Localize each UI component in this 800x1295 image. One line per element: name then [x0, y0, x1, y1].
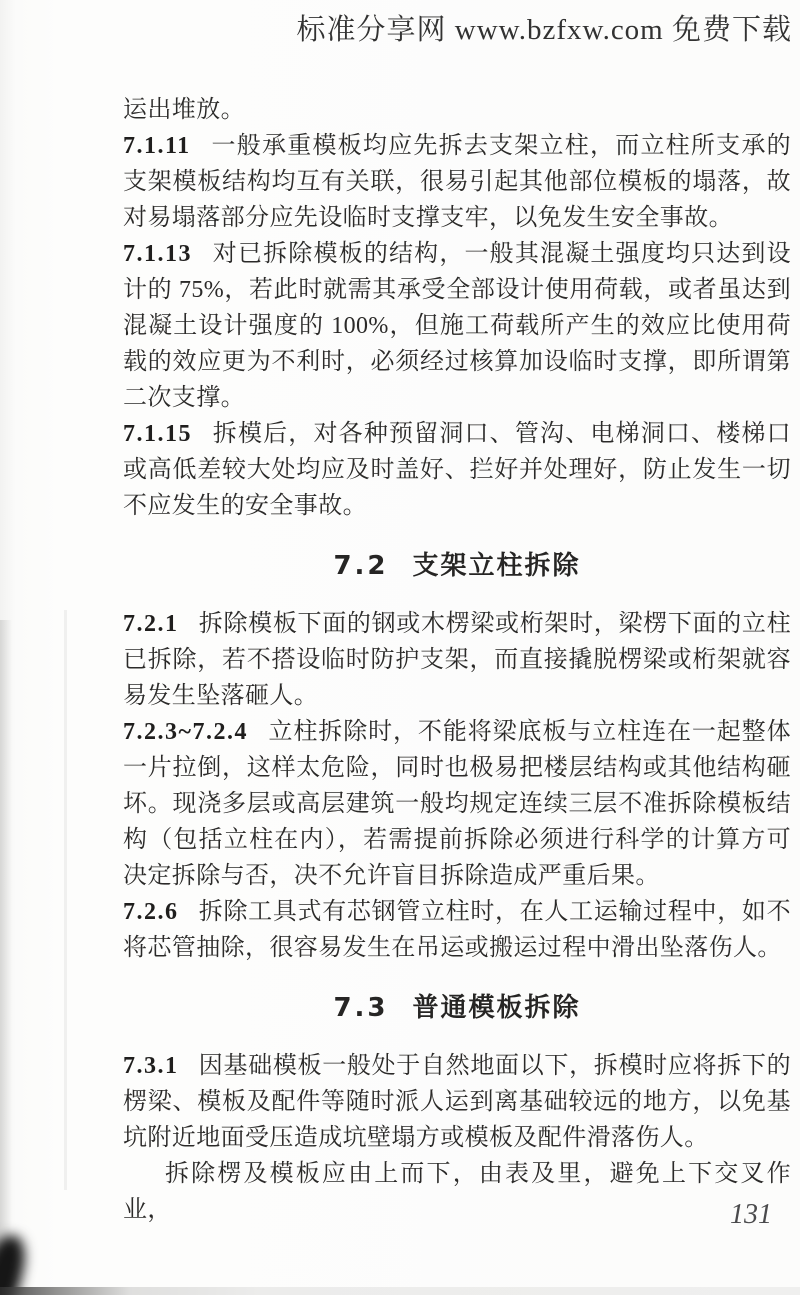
section-heading — [123, 550, 791, 582]
clause-paragraph — [123, 1048, 791, 1156]
section-number: 7.3 — [333, 993, 389, 1023]
clause-text: 运出堆放。 — [123, 97, 245, 123]
section-heading — [123, 992, 791, 1024]
scan-corner-artifact — [0, 1231, 31, 1295]
clause-text: 一般承重模板均应先拆去支架立柱，而立柱所支承的支架模板结构均互有关联，很易引起其他部位模板的塌落，故对易塌落部分应先设临时支撑支牢，以免发生安全事故。 — [123, 133, 791, 231]
clause-paragraph — [123, 606, 791, 714]
section-title: 支架立柱拆除 — [412, 551, 581, 581]
clause-number: 7.2.6 — [123, 899, 179, 925]
clause-text: 立柱拆除时，不能将梁底板与立柱连在一起整体一片拉倒，这样太危险，同时也极易把楼层结构或其他结构砸坏。现浇多层或高层建筑一般均规定连续三层不准拆除模板结构（包括立柱在内），若需提前拆除必须进行科学的计算方可决定拆除与否，决不允许盲目拆除造成严重后果。 — [123, 719, 791, 889]
clause-text: 拆除楞及模板应由上而下，由表及里，避免上下交叉作业， — [123, 1161, 791, 1223]
clause-text: 拆除模板下面的钢或木楞梁或桁架时，梁楞下面的立柱已拆除，若不搭设临时防护支架，而直接撬脱楞梁或桁架就容易发生坠落砸人。 — [123, 611, 791, 709]
scan-bottom-edge — [0, 1287, 800, 1295]
document-body — [123, 92, 791, 1228]
section-number: 7.2 — [333, 551, 389, 581]
clause-paragraph — [123, 894, 791, 966]
clause-text: 拆模后，对各种预留洞口、管沟、电梯洞口、楼梯口或高低差较大处均应及时盖好、拦好并处理好，防止发生一切不应发生的安全事故。 — [123, 421, 791, 519]
clause-paragraph — [123, 128, 791, 236]
clause-number: 7.2.3~7.2.4 — [123, 719, 248, 745]
page-number: 131 — [730, 1199, 772, 1230]
clause-text: 拆除工具式有芯钢管立柱时，在人工运输过程中，如不将芯管抽除，很容易发生在吊运或搬运过程中滑出坠落伤人。 — [123, 899, 791, 961]
watermark-header: 标准分享网 www.bzfxw.com 免费下载 — [296, 14, 792, 46]
clause-text: 因基础模板一般处于自然地面以下，拆模时应将拆下的楞梁、模板及配件等随时派人运到离基础较远的地方，以免基坑附近地面受压造成坑壁塌方或模板及配件滑落伤人。 — [123, 1053, 791, 1151]
clause-number: 7.2.1 — [123, 611, 179, 637]
scan-left-edge-shadow — [0, 620, 12, 1295]
clause-paragraph — [123, 416, 791, 524]
clause-number: 7.1.15 — [123, 421, 192, 447]
section-title: 普通模板拆除 — [412, 993, 581, 1023]
clause-number: 7.1.11 — [123, 133, 191, 159]
paragraph — [123, 92, 791, 128]
clause-paragraph — [123, 714, 791, 894]
paragraph — [123, 1156, 791, 1228]
scan-spine-line — [64, 610, 67, 1190]
clause-paragraph — [123, 236, 791, 416]
clause-number: 7.1.13 — [123, 241, 192, 267]
clause-number: 7.3.1 — [123, 1053, 179, 1079]
clause-text: 对已拆除模板的结构，一般其混凝土强度均只达到设计的 75%，若此时就需其承受全部设计使用荷载，或者虽达到混凝土设计强度的 100%，但施工荷载所产生的效应比使用荷载的效应更为不利时，必须经过核算加设临时支撑，即所谓第二次支撑。 — [123, 241, 791, 411]
